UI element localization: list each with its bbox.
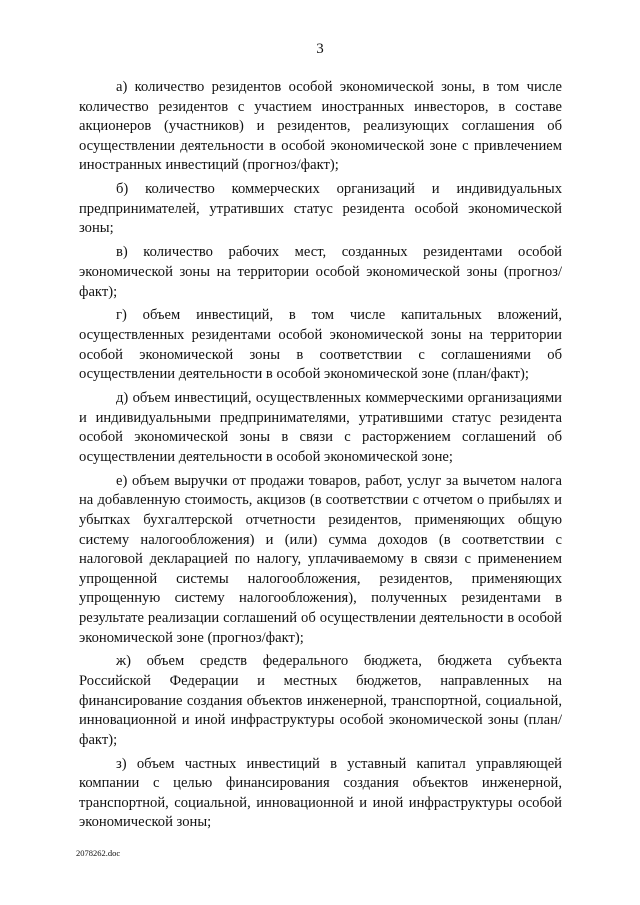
document-body [79,78,562,837]
page-number: 3 [316,41,324,57]
paragraph-a: а) количество резидентов особой экономической зоны, в том числе количество резидентов с участием иностранных инвесторов, в составе акционеров (участников) и резидентов, реализующих соглашения об осуществлении деятельности в особой экономической зоне с привлечением иностранных инвестиций (прогноз/факт); [79,79,562,174]
paragraph-zh: ж) объем средств федерального бюджета, бюджета субъекта Российской Федерации и местных бюджетов, направленных на финансирование создания объектов инженерной, транспортной, социальной, инновационной и иной инфраструктуры особой экономической зоны (план/факт); [79,653,562,748]
paragraph-g: г) объем инвестиций, в том числе капитальных вложений, осуществленных резидентами особой экономической зоны на территории особой экономической зоны в соответствии с соглашениями об осуществлении деятельности в особой экономической зоне (план/факт); [79,307,562,383]
paragraph-d: д) объем инвестиций, осуществленных коммерческими организациями и индивидуальными предпринимателями, утратившими статус резидента особой экономической зоны в связи с расторжением соглашений об осуществлении деятельности в особой экономической зоне; [79,390,562,465]
paragraph-z: з) объем частных инвестиций в уставный капитал управляющей компании с целью финансирования создания объектов инженерной, транспортной, социальной, инновационной и иной инфраструктуры особой экономической зоны; [79,755,562,831]
paragraph-e: е) объем выручки от продажи товаров, работ, услуг за вычетом налога на добавленную стоимость, акцизов (в соответствии с отчетом о прибылях и убытках бухгалтерской отчетности резидентов, применяющих общую систему налогообложения) и (или) сумма доходов (в соответствии с налоговой декларацией по налогу, уплачиваемому в связи с применением упрощенной системы налогообложения, резидентов, применяющих упрощенную систему налогообложения), полученных резидентами в результате реализации соглашений об осуществлении деятельности в особой экономической зоне (прогноз/факт); [79,472,562,646]
paragraph-v: в) количество рабочих мест, созданных резидентами особой экономической зоны на территории особой экономической зоны (прогноз/факт); [79,244,562,300]
paragraph-b: б) количество коммерческих организаций и индивидуальных предпринимателей, утративших статус резидента особой экономической зоны; [79,181,562,237]
document-footer-filename: 2078262.doc [76,848,121,858]
